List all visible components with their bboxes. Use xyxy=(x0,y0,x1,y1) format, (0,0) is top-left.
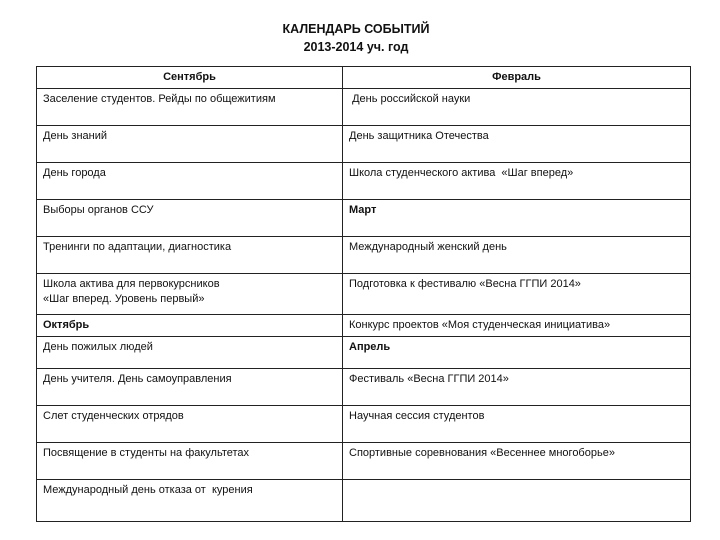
table-row xyxy=(37,337,691,369)
event-cell-right: Школа студенческого актива «Шаг вперед» xyxy=(343,163,691,200)
table-row xyxy=(37,89,691,126)
event-cell-right: День защитника Отечества xyxy=(343,126,691,163)
event-cell-right: Международный женский день xyxy=(343,237,691,274)
event-cell-left: Заселение студентов. Рейды по общежитиям xyxy=(37,89,343,126)
event-cell-left: Школа актива для первокурсников «Шаг вперед. Уровень первый» xyxy=(37,274,343,315)
event-cell-left: Выборы органов ССУ xyxy=(37,200,343,237)
header-september: Сентябрь xyxy=(37,67,343,89)
table-row xyxy=(37,443,691,480)
document-subtitle: 2013-2014 уч. год xyxy=(303,40,409,54)
table-row xyxy=(37,274,691,315)
event-cell-left: Октябрь xyxy=(37,315,343,337)
event-cell-left: Международный день отказа от курения xyxy=(37,480,343,522)
table-row xyxy=(37,126,691,163)
table-row xyxy=(37,369,691,406)
table-header-row xyxy=(37,67,691,89)
event-cell-left: День пожилых людей xyxy=(37,337,343,369)
event-cell-left: Слет студенческих отрядов xyxy=(37,406,343,443)
event-cell-right: Фестиваль «Весна ГГПИ 2014» xyxy=(343,369,691,406)
event-cell-right: Март xyxy=(343,200,691,237)
event-cell-left: Посвящение в студенты на факультетах xyxy=(37,443,343,480)
event-cell-right: Конкурс проектов «Моя студенческая инициатива» xyxy=(343,315,691,337)
table-row xyxy=(37,406,691,443)
events-table xyxy=(36,66,691,522)
header-february: Февраль xyxy=(343,67,691,89)
event-cell-right: Апрель xyxy=(343,337,691,369)
event-cell-right: Спортивные соревнования «Весеннее многоборье» xyxy=(343,443,691,480)
event-cell-right xyxy=(343,480,691,522)
event-cell-left: День учителя. День самоуправления xyxy=(37,369,343,406)
event-cell-right: Подготовка к фестивалю «Весна ГГПИ 2014» xyxy=(343,274,691,315)
event-cell-left: День знаний xyxy=(37,126,343,163)
table-row xyxy=(37,480,691,522)
event-cell-left: День города xyxy=(37,163,343,200)
event-cell-left: Тренинги по адаптации, диагностика xyxy=(37,237,343,274)
event-cell-right: Научная сессия студентов xyxy=(343,406,691,443)
event-cell-right: День российской науки xyxy=(343,89,691,126)
table-row xyxy=(37,237,691,274)
table-row xyxy=(37,200,691,237)
table-row xyxy=(37,163,691,200)
table-row xyxy=(37,315,691,337)
document-title: КАЛЕНДАРЬ СОБЫТИЙ xyxy=(282,22,430,36)
